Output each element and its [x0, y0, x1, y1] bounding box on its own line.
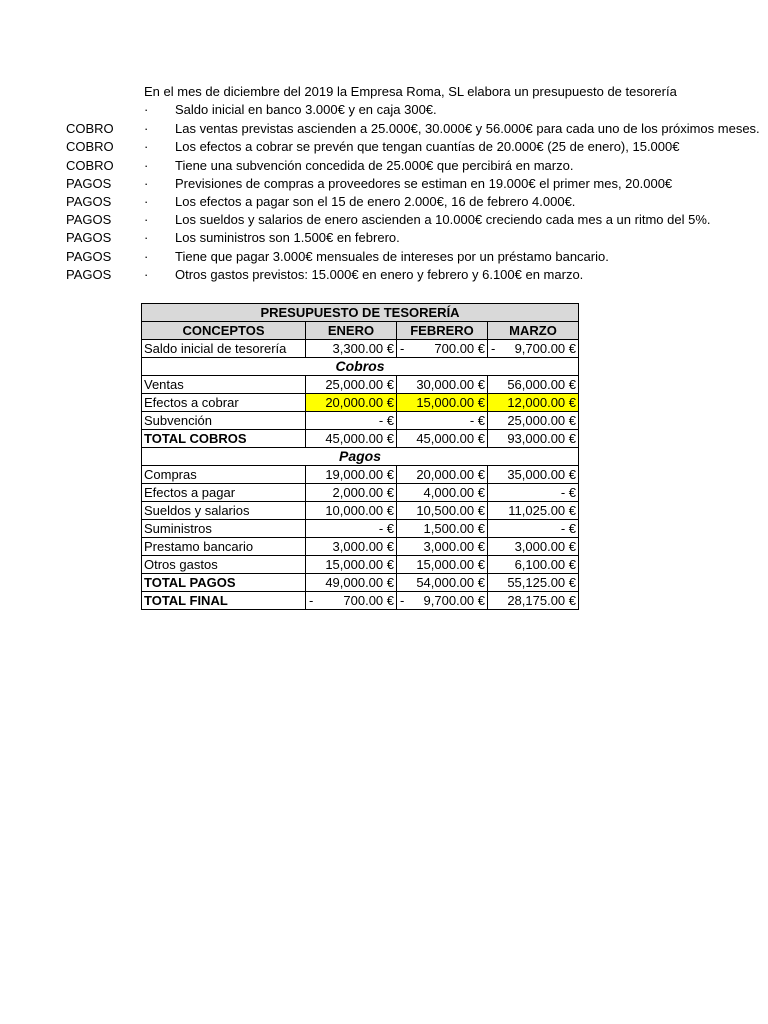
statement-tag: COBRO	[66, 139, 114, 154]
cell-enero: 10,000.00 €	[306, 502, 397, 520]
statement-tag: PAGOS	[66, 176, 112, 191]
statement-tag: PAGOS	[66, 194, 112, 209]
cell-enero: 49,000.00 €	[306, 574, 397, 592]
row-label: Compras	[142, 466, 306, 484]
row-label: Efectos a pagar	[142, 484, 306, 502]
cell-febrero: 45,000.00 €	[397, 430, 488, 448]
table-row-total-pagos	[142, 574, 579, 592]
statement-tag: PAGOS	[66, 230, 112, 245]
row-label: Efectos a cobrar	[142, 394, 306, 412]
section-title-pagos: Pagos	[142, 448, 579, 466]
cell-febrero	[397, 592, 488, 610]
table-title: PRESUPUESTO DE TESORERÍA	[142, 304, 579, 322]
cell-febrero-highlighted: 15,000.00 €	[397, 394, 488, 412]
cell-marzo: 25,000.00 €	[488, 412, 579, 430]
column-header: MARZO	[488, 322, 579, 340]
cell-enero	[306, 592, 397, 610]
cell-enero: 3,300.00 €	[306, 340, 397, 358]
treasury-budget-table	[141, 303, 579, 610]
negative-sign: -	[309, 593, 314, 608]
cell-marzo: 35,000.00 €	[488, 466, 579, 484]
cell-enero: 3,000.00 €	[306, 538, 397, 556]
statement-text: Otros gastos previstos: 15.000€ en enero y febrero y 6.100€ en marzo.	[175, 267, 584, 282]
statement-tag: PAGOS	[66, 212, 112, 227]
statement-tag: COBRO	[66, 158, 114, 173]
negative-sign: -	[400, 593, 405, 608]
statement-text: Los suministros son 1.500€ en febrero.	[175, 230, 400, 245]
cell-value: 700.00 €	[434, 341, 485, 356]
cell-marzo: - €	[488, 520, 579, 538]
cell-value: 9,700.00 €	[423, 593, 485, 608]
cell-marzo: 28,175.00 €	[488, 592, 579, 610]
cell-marzo: 3,000.00 €	[488, 538, 579, 556]
cell-enero: - €	[306, 520, 397, 538]
statement-text: Los sueldos y salarios de enero ascienden a 10.000€ creciendo cada mes a un ritmo del 5%.	[175, 212, 711, 227]
column-header: FEBRERO	[397, 322, 488, 340]
cell-febrero: 3,000.00 €	[397, 538, 488, 556]
cell-marzo: 56,000.00 €	[488, 376, 579, 394]
table-row	[142, 502, 579, 520]
negative-sign: -	[491, 341, 496, 356]
bullet-icon: ·	[144, 102, 149, 117]
cell-marzo: - €	[488, 484, 579, 502]
bullet-icon: ·	[144, 121, 149, 136]
statement-text: Los efectos a pagar son el 15 de enero 2.000€, 16 de febrero 4.000€.	[175, 194, 576, 209]
cell-febrero: 4,000.00 €	[397, 484, 488, 502]
statement-text: Tiene que pagar 3.000€ mensuales de intereses por un préstamo bancario.	[175, 249, 609, 264]
table-row	[142, 412, 579, 430]
table-row-total-final	[142, 592, 579, 610]
row-label: TOTAL FINAL	[142, 592, 306, 610]
cell-value: 700.00 €	[343, 593, 394, 608]
bullet-icon: ·	[144, 194, 149, 209]
statement-tag: PAGOS	[66, 249, 112, 264]
cell-febrero: 1,500.00 €	[397, 520, 488, 538]
cell-febrero: - €	[397, 412, 488, 430]
cell-value: 9,700.00 €	[514, 341, 577, 356]
cell-febrero: 20,000.00 €	[397, 466, 488, 484]
table-row-saldo	[142, 340, 579, 358]
table-title-row	[142, 304, 579, 322]
cell-marzo-highlighted: 12,000.00 €	[488, 394, 579, 412]
cell-enero: 25,000.00 €	[306, 376, 397, 394]
cell-febrero: 15,000.00 €	[397, 556, 488, 574]
statement-text: Los efectos a cobrar se prevén que tengan cuantías de 20.000€ (25 de enero), 15.000€	[175, 139, 680, 154]
cell-enero-highlighted: 20,000.00 €	[306, 394, 397, 412]
row-label: Ventas	[142, 376, 306, 394]
cell-marzo: 11,025.00 €	[488, 502, 579, 520]
table-row	[142, 520, 579, 538]
statement-tag: PAGOS	[66, 267, 112, 282]
cell-enero: 45,000.00 €	[306, 430, 397, 448]
table-row	[142, 466, 579, 484]
negative-sign: -	[400, 341, 405, 356]
section-row-pagos	[142, 448, 579, 466]
cell-febrero: 10,500.00 €	[397, 502, 488, 520]
statement-text: Las ventas previstas ascienden a 25.000€, 30.000€ y 56.000€ para cada uno de los próximos meses.	[175, 121, 760, 136]
bullet-icon: ·	[144, 158, 149, 173]
table-row	[142, 556, 579, 574]
statement-text: Tiene una subvención concedida de 25.000€ que percibirá en marzo.	[175, 158, 574, 173]
cell-febrero: 30,000.00 €	[397, 376, 488, 394]
row-label: Saldo inicial de tesorería	[142, 340, 306, 358]
row-label: TOTAL PAGOS	[142, 574, 306, 592]
bullet-icon: ·	[144, 176, 149, 191]
table-row	[142, 394, 579, 412]
statement-tag: COBRO	[66, 121, 114, 136]
row-label: Suministros	[142, 520, 306, 538]
row-label: Sueldos y salarios	[142, 502, 306, 520]
cell-marzo	[488, 340, 579, 358]
table-row	[142, 538, 579, 556]
column-header: CONCEPTOS	[142, 322, 306, 340]
statement-text: Saldo inicial en banco 3.000€ y en caja 300€.	[175, 102, 437, 117]
row-label: Prestamo bancario	[142, 538, 306, 556]
cell-marzo: 93,000.00 €	[488, 430, 579, 448]
table-header-row	[142, 322, 579, 340]
cell-febrero: 54,000.00 €	[397, 574, 488, 592]
bullet-icon: ·	[144, 139, 149, 154]
cell-enero: 15,000.00 €	[306, 556, 397, 574]
row-label: Otros gastos	[142, 556, 306, 574]
cell-enero: 2,000.00 €	[306, 484, 397, 502]
column-header: ENERO	[306, 322, 397, 340]
bullet-icon: ·	[144, 267, 149, 282]
section-title-cobros: Cobros	[142, 358, 579, 376]
statement-text: Previsiones de compras a proveedores se estiman en 19.000€ el primer mes, 20.000€	[175, 176, 673, 191]
bullet-icon: ·	[144, 249, 149, 264]
intro-text: En el mes de diciembre del 2019 la Empresa Roma, SL elabora un presupuesto de tesorería	[144, 84, 677, 99]
table-row-total-cobros	[142, 430, 579, 448]
cell-febrero	[397, 340, 488, 358]
table-row	[142, 484, 579, 502]
cell-marzo: 6,100.00 €	[488, 556, 579, 574]
table-row	[142, 376, 579, 394]
row-label: TOTAL COBROS	[142, 430, 306, 448]
cell-enero: - €	[306, 412, 397, 430]
cell-enero: 19,000.00 €	[306, 466, 397, 484]
section-row-cobros	[142, 358, 579, 376]
cell-marzo: 55,125.00 €	[488, 574, 579, 592]
bullet-icon: ·	[144, 212, 149, 227]
row-label: Subvención	[142, 412, 306, 430]
bullet-icon: ·	[144, 230, 149, 245]
